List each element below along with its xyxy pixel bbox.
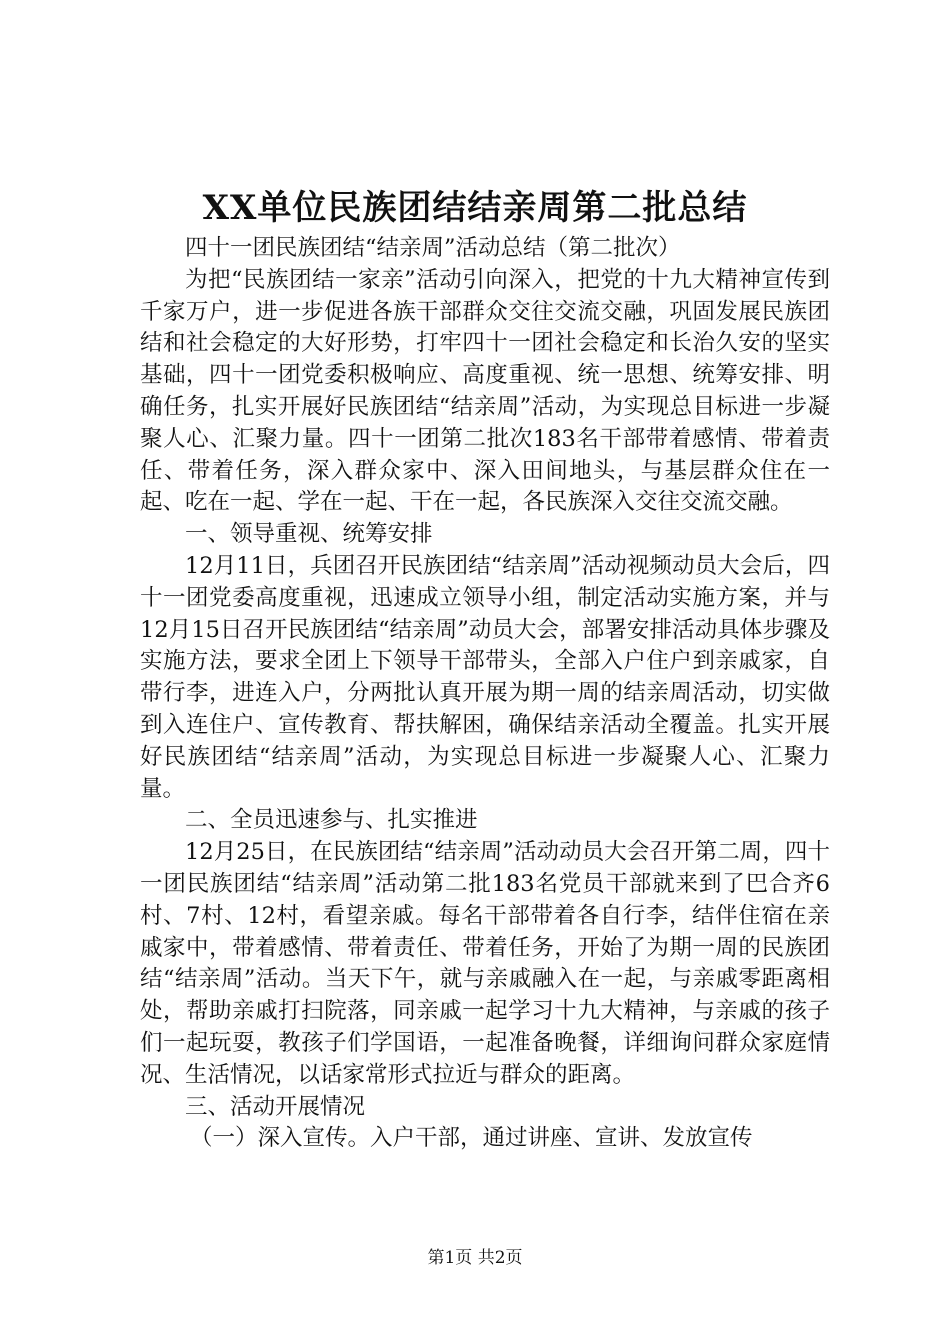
- section-2-paragraph: 12月25日，在民族团结“结亲周”活动动员大会召开第二周，四十一团民族团结“结亲周”活动第二批183名党员干部就来到了巴合齐6村、7村、12村，看望亲戚。每名干部带着各自行李，结伴住宿在亲戚家中，带着感情、带着责任、带着任务，开始了为期一周的民族团结“结亲周”活动。当天下午，就与亲戚融入在一起，与亲戚零距离相处，帮助亲戚打扫院落，同亲戚一起学习十九大精神，与亲戚的孩子们一起玩耍，教孩子们学国语，一起准备晚餐，详细询问群众家庭情况、生活情况，以话家常形式拉近与群众的距离。: [140, 839, 830, 1088]
- page-footer: 第1页 共2页: [427, 1248, 523, 1268]
- section-1-paragraph: 12月11日，兵团召开民族团结“结亲周”活动视频动员大会后，四十一团党委高度重视，迅速成立领导小组，制定活动实施方案，并与12月15日召开民族团结“结亲周”动员大会，部署安排活动具体步骤及实施方法，要求全团上下领导干部带头，全部入户住户到亲戚家，自带行李，进连入户，分两批认真开展为期一周的结亲周活动，切实做到入连住户、宣传教育、帮扶解困，确保结亲活动全覆盖。扎实开展好民族团结“结亲周”活动，为实现总目标进一步凝聚人心、汇聚力量。: [140, 552, 830, 802]
- section-heading-2: 二、全员迅速参与、扎实推进: [185, 807, 478, 834]
- subtitle-paragraph: 四十一团民族团结“结亲周”活动总结（第二批次）: [185, 235, 681, 261]
- intro-paragraph: 为把“民族团结一家亲”活动引向深入，把党的十九大精神宣传到千家万户，进一步促进各族干部群众交往交流交融，巩固发展民族团结和社会稳定的大好形势，打牢四十一团社会稳定和长治久安的坚实基础，四十一团党委积极响应、高度重视、统一思想、统筹安排、明确任务，扎实开展好民族团结“结亲周”活动，为实现总目标进一步凝聚人心、汇聚力量。四十一团第二批次183名干部带着感情、带着责任、带着任务，深入群众家中、深入田间地头，与基层群众住在一起、吃在一起、学在一起、干在一起，各民族深入交往交流交融。: [140, 266, 830, 516]
- section-heading-3: 三、活动开展情况: [185, 1093, 366, 1120]
- document-body: [140, 233, 830, 1155]
- section-heading-1: 一、领导重视、统筹安排: [185, 521, 433, 548]
- document-title: XX单位民族团结结亲周第二批总结: [202, 188, 748, 228]
- section-3-paragraph: （一）深入宣传。入户干部，通过讲座、宣讲、发放宣传: [190, 1125, 753, 1152]
